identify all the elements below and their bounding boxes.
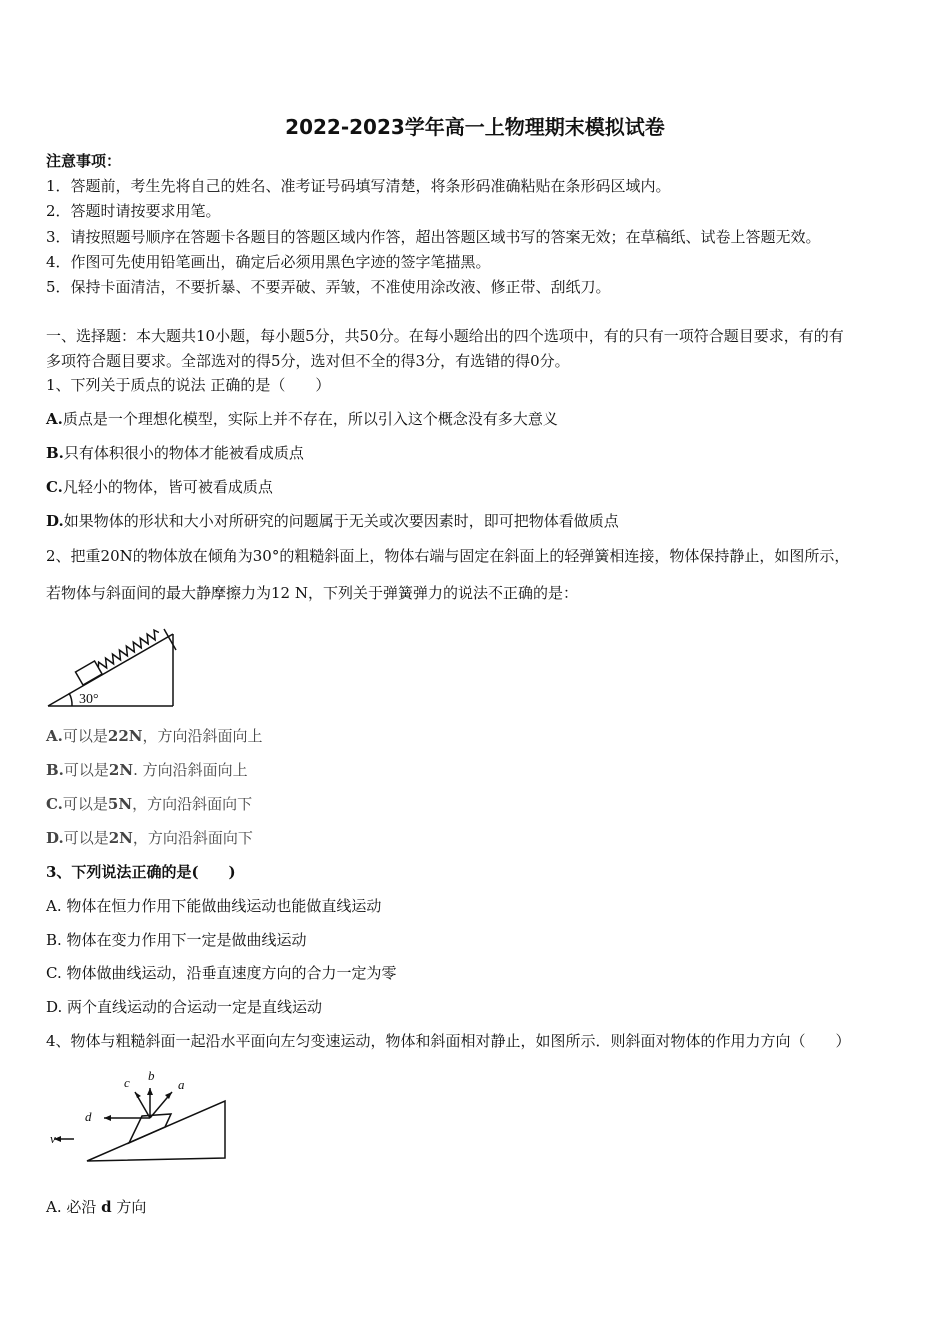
option-text: 如果物体的形状和大小对所研究的问题属于无关或次要因素时，即可把物体看做质点: [63, 512, 619, 530]
option-value: 22N: [107, 727, 143, 745]
q2-option-d: [46, 828, 253, 848]
option-text: 质点是一个理想化模型，实际上并不存在，所以引入这个概念没有多大意义: [62, 410, 558, 428]
incline-spring-figure: [44, 614, 178, 708]
q3-stem: 3、下列说法正确的是( ): [46, 863, 236, 881]
q1-stem: 1、下列关于质点的说法 正确的是（ ）: [46, 376, 331, 394]
option-text-post: 方向: [111, 1198, 147, 1216]
q2-stem-line2: 若物体与斜面间的最大静摩擦力为12 N，下列关于弹簧弹力的说法不正确的是：: [46, 584, 578, 602]
q2-option-b: [46, 760, 248, 780]
label-b: b: [148, 1068, 155, 1083]
label-v: v: [50, 1131, 56, 1146]
q2-option-a: [46, 726, 263, 746]
option-letter: B.: [46, 761, 64, 779]
q3-option-a: A. 物体在恒力作用下能做曲线运动也能做直线运动: [46, 897, 382, 915]
option-text: 凡轻小的物体，皆可被看成质点: [62, 478, 273, 496]
label-c: c: [124, 1075, 130, 1090]
q3-option-d: D. 两个直线运动的合运动一定是直线运动: [46, 998, 323, 1016]
notice-item-5: 5．保持卡面清洁，不要折暴、不要弄破、弄皱，不准使用涂改液、修正带、刮纸刀。: [46, 278, 611, 296]
notice-item-4: 4．作图可先使用铅笔画出，确定后必须用黑色字迹的签字笔描黑。: [46, 253, 491, 271]
q1-option-a: [46, 409, 558, 429]
option-value: d: [101, 1198, 112, 1216]
q3-option-c: C. 物体做曲线运动，沿垂直速度方向的合力一定为零: [46, 964, 397, 982]
option-letter: D.: [46, 512, 64, 530]
notice-item-3: 3．请按照题号顺序在答题卡各题目的答题区域内作答，超出答题区域书写的答案无效；在草稿纸、试卷上答题无效。: [46, 228, 821, 246]
q1-option-b: [46, 443, 304, 463]
label-d: d: [85, 1109, 92, 1124]
option-letter: B.: [46, 444, 64, 462]
option-letter: C.: [46, 795, 63, 813]
q3-option-b: B. 物体在变力作用下一定是做曲线运动: [46, 931, 307, 949]
option-text-pre: 可以是: [63, 829, 109, 847]
option-text-post: ，方向沿斜面向上: [142, 727, 263, 745]
q2-option-c: [46, 794, 252, 814]
notice-item-2: 2．答题时请按要求用笔。: [46, 202, 221, 220]
option-text: 只有体积很小的物体才能被看成质点: [63, 444, 304, 462]
angle-label: 30°: [79, 692, 99, 707]
option-text-pre: 可以是: [63, 761, 109, 779]
option-letter: D.: [46, 829, 64, 847]
option-letter: A.: [46, 410, 63, 428]
option-value: 2N: [108, 761, 134, 779]
option-text-pre: 可以是: [62, 795, 108, 813]
option-letter: C.: [46, 478, 63, 496]
notice-item-1: 1．答题前，考生先将自己的姓名、准考证号码填写清楚，将条形码准确粘贴在条形码区域内。: [46, 177, 671, 195]
section-instructions-line1: 一、选择题：本大题共10小题，每小题5分，共50分。在每小题给出的四个选项中，有的只有一项符合题目要求，有的有: [46, 327, 844, 345]
q1-option-c: [46, 477, 273, 497]
option-letter: A.: [46, 727, 63, 745]
incline-force-figure: [44, 1062, 234, 1164]
option-value: 2N: [108, 829, 133, 847]
option-text-post: ，方向沿斜面向下: [132, 829, 253, 847]
q2-stem-line1: 2、把重20N的物体放在倾角为30°的粗糙斜面上，物体右端与固定在斜面上的轻弹簧相连接，物体保持静止，如图所示，: [46, 547, 850, 565]
option-value: 5N: [107, 795, 133, 813]
q4-stem: 4、物体与粗糙斜面一起沿水平面向左匀变速运动，物体和斜面相对静止，如图所示．则斜面对物体的作用力方向（ ）: [46, 1032, 851, 1050]
q4-option-a: [46, 1197, 146, 1217]
label-a: a: [178, 1077, 185, 1092]
option-text-pre: 可以是: [62, 727, 108, 745]
option-text-post: ，方向沿斜面向下: [132, 795, 253, 813]
page-title: 2022-2023学年高一上物理期末模拟试卷: [285, 115, 665, 139]
notice-heading: 注意事项：: [46, 152, 122, 170]
option-text-pre: A. 必沿: [46, 1198, 102, 1216]
option-text-post: . 方向沿斜面向上: [133, 761, 248, 779]
section-instructions-line2: 多项符合题目要求。全部选对的得5分，选对但不全的得3分，有选错的得0分。: [46, 352, 570, 370]
q1-option-d: [46, 511, 619, 531]
